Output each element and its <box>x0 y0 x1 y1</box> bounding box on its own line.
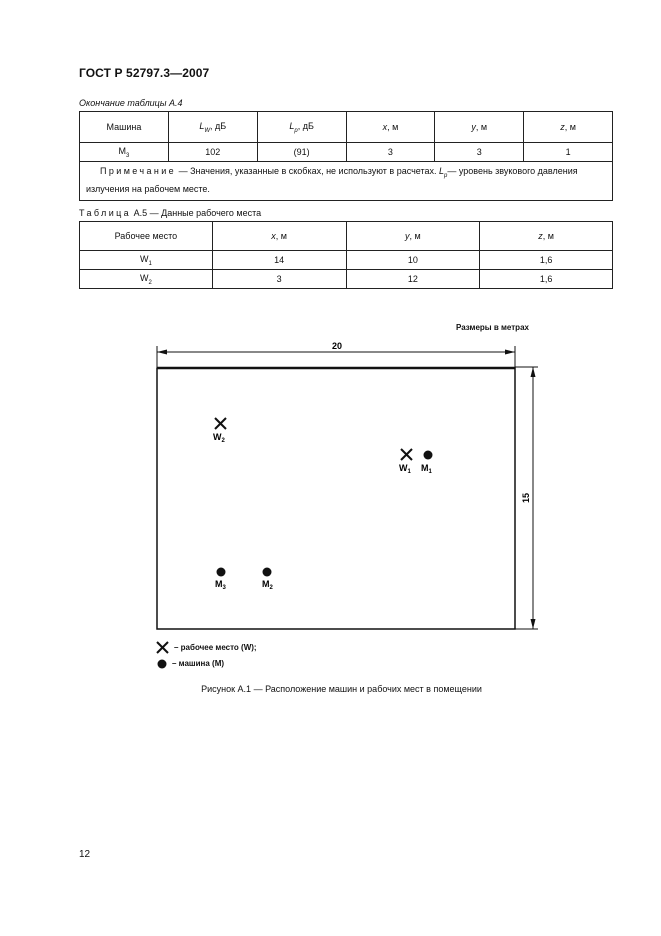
table-a5-header-workplace: Рабочее место <box>80 222 213 251</box>
table-a4-header-y: y, м <box>435 112 524 143</box>
table-a4-header-z: z, м <box>524 112 613 143</box>
table-a4-header-lw: $L_W$, дБ <box>168 112 257 143</box>
machine-label: $M_3$ <box>215 579 226 591</box>
legend-machine-icon <box>158 660 167 669</box>
machine-marker <box>217 568 226 577</box>
width-label: 20 <box>331 341 343 351</box>
table-a5-cell-name: $W_2$ <box>80 270 213 289</box>
workplace-label: $W_2$ <box>213 432 225 444</box>
machine-marker <box>424 451 433 460</box>
machine-marker <box>263 568 272 577</box>
workplace-marker <box>215 418 226 429</box>
room-outline <box>157 368 515 629</box>
legend-workplace-icon <box>157 642 168 653</box>
machine-label: $M_2$ <box>262 579 273 591</box>
table-a4-note: Примечание — Значения, указанные в скобках, не используют в расчетах. $L_p—$ уровень звукового давления излучения на рабочем месте. <box>80 162 613 201</box>
page-number: 12 <box>79 849 91 860</box>
table-a5-cell-x: 14 <box>212 251 346 270</box>
table-a4-cell-x: 3 <box>346 143 435 162</box>
units-note: Размеры в метрах <box>456 323 529 332</box>
machine-label: $M_1$ <box>421 463 432 475</box>
workplace-label: $W_1$ <box>399 463 411 475</box>
table-a4-header-lp: $L_p$, дБ <box>257 112 346 143</box>
width-dimension <box>157 341 515 367</box>
table-a5-cell-z: 1,6 <box>480 251 613 270</box>
workplace-marker <box>401 449 412 460</box>
figure-caption: Рисунок А.1 — Расположение машин и рабочих мест в помещении <box>201 684 482 694</box>
table-a5-cell-y: 12 <box>346 270 480 289</box>
note-text-b: — уровень звукового давления излучения на рабочем месте. <box>86 166 578 194</box>
table-a5-cell-x: 3 <box>212 270 346 289</box>
legend-machine-text: – машина (M) <box>172 659 225 668</box>
table-a4-cell-lw: 102 <box>168 143 257 162</box>
table-a5-caption: Таблица А.5 — Данные рабочего места <box>79 208 262 218</box>
table-a4-caption: Окончание таблицы А.4 <box>79 98 183 108</box>
table-a5-cell-name: $W_1$ <box>80 251 213 270</box>
table-a5-cell-y: 10 <box>346 251 480 270</box>
table-a5-header-y: y, м <box>346 222 480 251</box>
table-a4-cell-lp: (91) <box>257 143 346 162</box>
table-a4-header-x: x, м <box>346 112 435 143</box>
table-a5-header-x: x, м <box>212 222 346 251</box>
table-a5-cell-z: 1,6 <box>480 270 613 289</box>
height-label: 15 <box>521 492 531 504</box>
document-code: ГОСТ Р 52797.3—2007 <box>79 66 210 80</box>
table-a4-cell-machine: $M_3$ <box>80 143 169 162</box>
note-text-a: — Значения, указанные в скобках, не используют в расчетах. <box>176 166 440 176</box>
table-a4-cell-z: 1 <box>524 143 613 162</box>
note-label: Примечание <box>100 166 177 176</box>
height-dimension <box>515 367 538 629</box>
legend-workplace-text: – рабочее место (W); <box>174 643 257 652</box>
table-a4-cell-y: 3 <box>435 143 524 162</box>
table-a4-header-machine: Машина <box>80 112 169 143</box>
table-a5-header-z: z, м <box>480 222 613 251</box>
